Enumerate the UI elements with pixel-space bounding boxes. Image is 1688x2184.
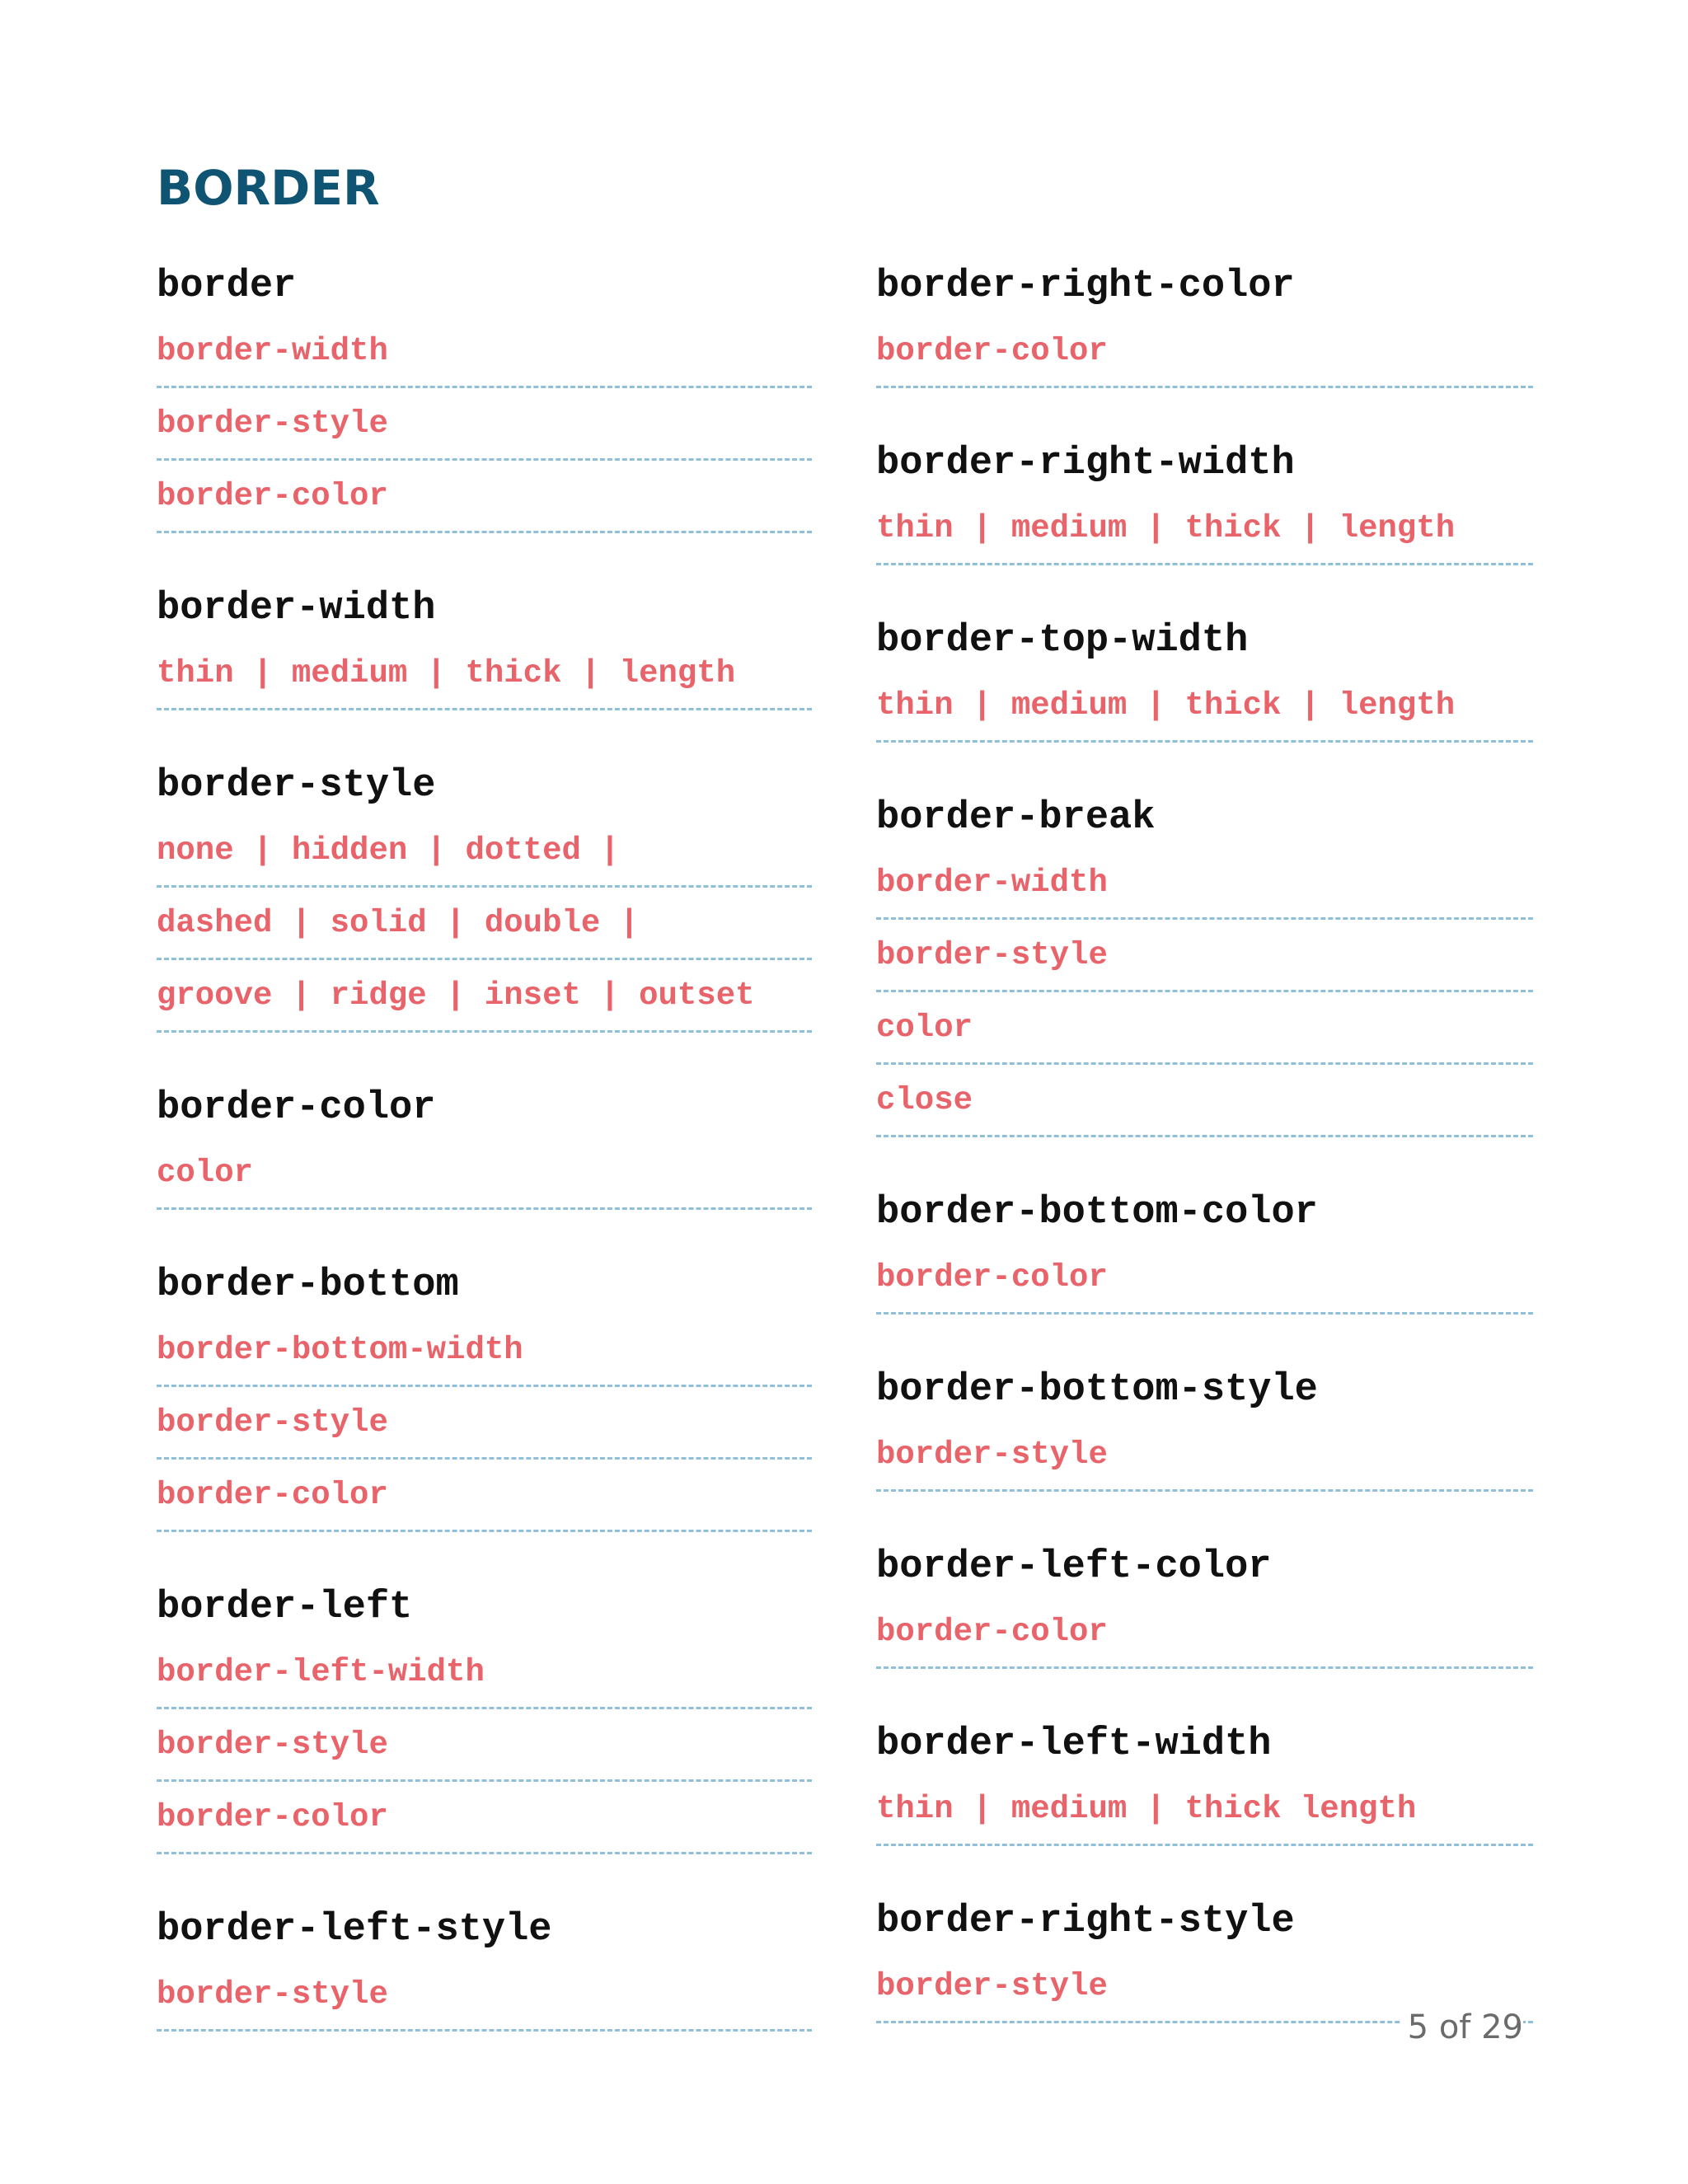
property-value: border-style — [876, 1420, 1533, 1492]
property-value: border-left-width — [157, 1638, 812, 1709]
property-name: border-top-width — [876, 619, 1249, 663]
property-values — [157, 816, 812, 1033]
property-block — [876, 262, 1533, 388]
property-name: border-right-color — [876, 265, 1295, 308]
property-values — [876, 494, 1533, 565]
property-value: border-color — [157, 1460, 812, 1532]
page-title: BORDER — [157, 160, 380, 216]
property-values — [157, 1638, 812, 1854]
property-value: thin | medium | thick length — [876, 1774, 1533, 1846]
property-value: dashed | solid | double | — [157, 888, 812, 960]
property-name: border-left-style — [157, 1908, 552, 1952]
property-value: border-color — [876, 1597, 1533, 1669]
property-values — [157, 1960, 812, 2032]
property-value: thin | medium | thick | length — [157, 639, 812, 710]
property-block — [157, 584, 812, 710]
property-name: border-width — [157, 587, 436, 630]
property-value: border-color — [157, 1783, 812, 1854]
property-name: border — [157, 265, 297, 308]
property-values — [876, 671, 1533, 743]
property-name: border-color — [157, 1086, 436, 1130]
property-value: thin | medium | thick | length — [876, 494, 1533, 565]
property-name: border-style — [157, 764, 436, 808]
property-block — [876, 794, 1533, 1137]
property-name: border-break — [876, 796, 1156, 840]
property-value: border-width — [876, 848, 1533, 920]
property-block — [876, 439, 1533, 565]
property-block — [157, 1905, 812, 2032]
property-value: border-bottom-width — [157, 1315, 812, 1387]
property-values — [157, 1315, 812, 1532]
property-name: border-left-width — [876, 1722, 1272, 1766]
property-block — [876, 1720, 1533, 1846]
property-block — [876, 616, 1533, 743]
property-name: border-left-color — [876, 1545, 1272, 1589]
property-value: none | hidden | dotted | — [157, 816, 812, 888]
property-value: border-style — [876, 1952, 1533, 2023]
property-value: border-color — [157, 462, 812, 533]
property-name: border-right-style — [876, 1900, 1295, 1943]
property-block — [157, 1583, 812, 1854]
property-value: border-width — [157, 316, 812, 388]
page-number: 5 of 29 — [1401, 2004, 1523, 2050]
property-value: border-style — [157, 1960, 812, 2032]
property-values — [876, 1597, 1533, 1669]
property-value: border-color — [876, 1243, 1533, 1315]
property-value: groove | ridge | inset | outset — [157, 961, 812, 1033]
left-column — [157, 262, 812, 2083]
property-values — [876, 848, 1533, 1137]
property-block — [876, 1543, 1533, 1669]
property-values — [876, 1243, 1533, 1315]
property-values — [876, 1420, 1533, 1492]
property-values — [876, 1774, 1533, 1846]
property-values — [157, 316, 812, 533]
property-name: border-right-width — [876, 442, 1295, 485]
property-value: thin | medium | thick | length — [876, 671, 1533, 743]
property-value: border-style — [157, 1710, 812, 1782]
property-block — [157, 262, 812, 533]
property-values — [157, 1138, 812, 1210]
property-block — [157, 762, 812, 1033]
property-value: color — [876, 993, 1533, 1065]
property-value: border-style — [876, 921, 1533, 992]
property-values — [157, 639, 812, 710]
property-block — [876, 1366, 1533, 1492]
property-value: border-color — [876, 316, 1533, 388]
property-block — [157, 1261, 812, 1532]
property-value: border-style — [157, 1388, 812, 1460]
property-block — [876, 1188, 1533, 1315]
property-name: border-bottom — [157, 1263, 459, 1307]
property-block — [157, 1084, 812, 1210]
property-value: border-style — [157, 389, 812, 461]
property-name: border-bottom-color — [876, 1191, 1318, 1235]
property-name: border-left — [157, 1586, 413, 1629]
right-column — [876, 262, 1533, 2074]
property-value: close — [876, 1066, 1533, 1137]
property-values — [876, 316, 1533, 388]
property-name: border-bottom-style — [876, 1368, 1318, 1412]
property-value: color — [157, 1138, 812, 1210]
